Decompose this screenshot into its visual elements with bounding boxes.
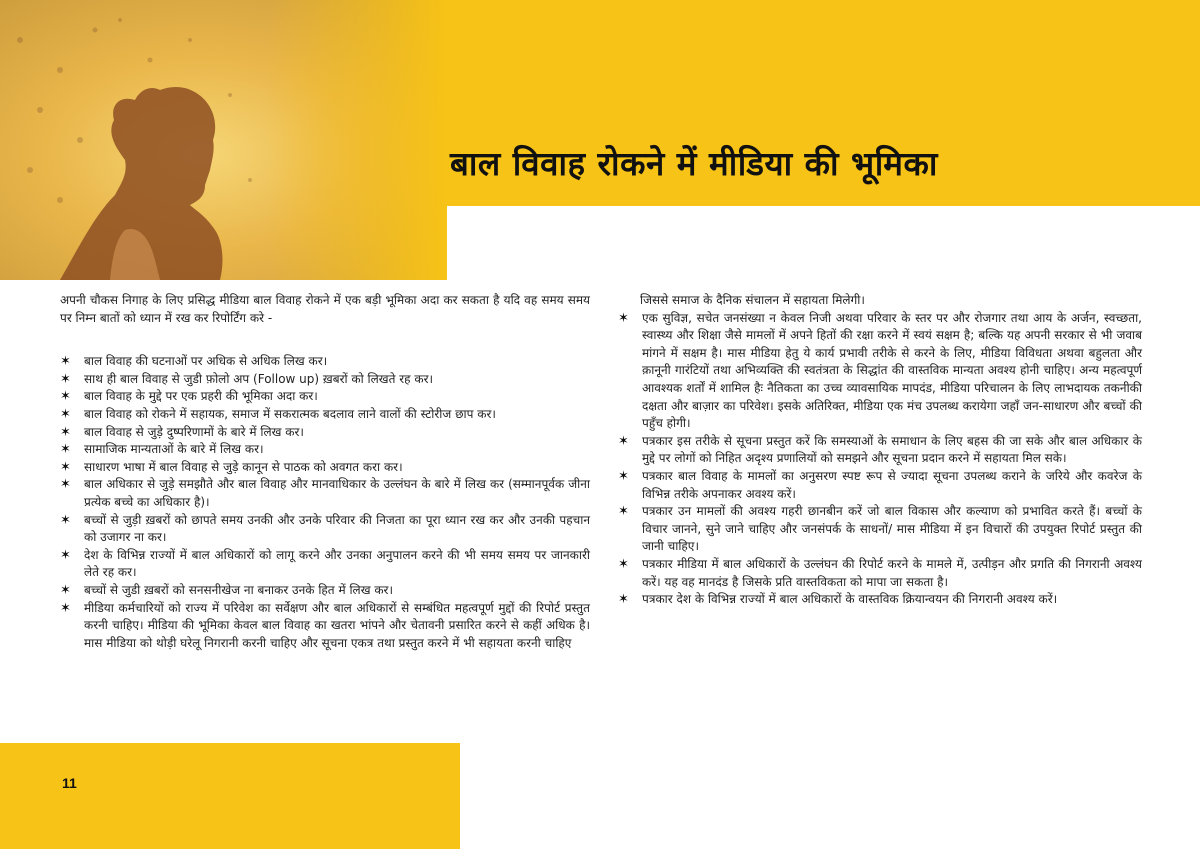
continuation-text: जिससे समाज के दैनिक संचालन में सहायता मिलेगी। (640, 293, 865, 307)
right-column (618, 292, 1142, 609)
left-column (60, 292, 590, 652)
star-bullet-icon: ✶ (60, 582, 71, 598)
list-item-text: मीडिया कर्मचारियों को राज्य में परिवेश का सर्वेक्षण और बाल अधिकारों से सम्बंधित महत्वपूर्ण मुद्दों की रिपोर्ट प्रस्तुत करनी चाहिए। मीडिया की भूमिका केवल बाल विवाह का खतरा भांपने और चेतावनी प्रसारित करने से कहीं अधिक है। मास मीडिया को थोड़ी घरेलू निगरानी करनी चाहिए और सूचना एकत्र तथा प्रस्तुत करने में भी सहायता करनी चाहिए (84, 600, 590, 650)
list-item (60, 424, 590, 442)
star-bullet-icon: ✶ (60, 389, 71, 405)
star-bullet-icon: ✶ (60, 406, 71, 422)
list-item-text: पत्रकार बाल विवाह के मामलों का अनुसरण स्पष्ट रूप से ज्यादा सूचना उपलब्ध कराने के जरिये और कवरेज के विभिन्न तरीके अपनाकर अवश्य करें। (642, 468, 1142, 501)
list-item (60, 512, 590, 547)
star-bullet-icon: ✶ (618, 433, 629, 449)
list-item (60, 441, 590, 459)
list-item-text: पत्रकार इस तरीके से सूचना प्रस्तुत करें कि समस्याओं के समाधान के लिए बहस की जा सके और बाल अधिकार के मुद्दे पर लोगों को निहित अदृश्य प्रणालियों को समझने और सूचना प्रदान करने में सहायता मिल सके। (642, 433, 1142, 466)
list-item-text: पत्रकार उन मामलों की अवश्य गहरी छानबीन करें जो बाल विकास और कल्याण को प्रभावित करते हैं। बच्चों के विचार जानने, सुने जाने चाहिए और जनसंपर्क के साधनों/ मास मीडिया में इन विचारों की उपयुक्त रिपोर्ट प्रस्तुत की जानी चाहिए। (642, 504, 1142, 554)
star-bullet-icon: ✶ (618, 504, 629, 520)
star-bullet-icon: ✶ (60, 459, 71, 475)
list-item-text: पत्रकार मीडिया में बाल अधिकारों के उल्लंघन की रिपोर्ट करने के मामले में, उत्पीड़न और प्रगति की निगरानी अवश्य करें। यह वह मानदंड है जिसके प्रति वास्तविकता को मापा जा सकता है। (642, 556, 1142, 589)
star-bullet-icon: ✶ (60, 547, 71, 563)
page-title: बाल विवाह रोकने में मीडिया की भूमिका (450, 144, 938, 183)
list-item-text: बाल विवाह को रोकने में सहायक, समाज में सकरात्मक बदलाव लाने वालों की स्टोरीज छाप कर। (84, 406, 496, 421)
footer-band (0, 743, 460, 849)
list-item (618, 310, 1142, 433)
list-item-text: साधारण भाषा में बाल विवाह से जुड़े कानून से पाठक को अवगत करा कर। (84, 459, 403, 474)
list-item (60, 353, 590, 371)
list-item (60, 406, 590, 424)
star-bullet-icon: ✶ (60, 600, 71, 616)
list-item (618, 468, 1142, 503)
photo-fade (267, 0, 447, 280)
list-item (60, 547, 590, 582)
right-bullet-list (618, 310, 1142, 609)
star-bullet-icon: ✶ (60, 512, 71, 528)
list-item (60, 582, 590, 600)
list-item-text: एक सुविज्ञ, सचेत जनसंख्या न केवल निजी अथवा परिवार के स्तर पर और रोजगार तथा आय के अर्जन, स्वच्छता, स्वास्थ्य और शिक्षा जैसे मामलों में अपने हितों की रक्षा करने में स्वयं सक्षम है; बल्कि यह अपनी सरकार से भी जवाब मांगने में सक्षम है। मास मीडिया हेतु ये कार्य प्रभावी तरीके से करने के लिए, मीडिया विविधता अथवा बहुलता और क़ानूनी गारंटियों तथा अभिव्यक्ति की स्वतंत्रता के सिद्धांत की वास्तविक मान्यता अवश्य होनी चाहिए। अन्य महत्वपूर्ण आवश्यक शर्तों में शामिल हैः नैतिकता का उच्च व्यावसायिक मापदंड, मीडिया परिचालन के लिए लाभदायक तकनीकी दक्षता और बाज़ार का परिवेश। इसके अतिरिक्त, मीडिया एक मंच उपलब्ध करायेगा जहाँ जन-साधारण और बच्चों की पहुँच होगी। (642, 310, 1142, 431)
list-item-text: सामाजिक मान्यताओं के बारे में लिख कर। (84, 442, 264, 457)
list-item-text: बच्चों से जुड़ी ख़बरों को छापते समय उनकी और उनके परिवार की निजता का पूरा ध्यान रख कर और उनकी पहचान को उजागर ना कर। (84, 512, 590, 545)
list-item (618, 556, 1142, 591)
page-number: 11 (62, 775, 77, 791)
star-bullet-icon: ✶ (60, 442, 71, 458)
list-item-text: बच्चों से जुडी ख़बरों को सनसनीखेज ना बनाकर उनके हित में लिख कर। (84, 582, 393, 597)
list-item-text: पत्रकार देश के विभिन्न राज्यों में बाल अधिकारों के वास्तविक क्रियान्वयन की निगरानी अवश्य करें। (642, 592, 1058, 607)
list-item-text: देश के विभिन्न राज्यों में बाल अधिकारों को लागू करने और उनका अनुपालन करने की भी समय समय पर जानकारी लेते रह कर। (84, 547, 590, 580)
list-item-text: बाल विवाह से जुड़े दुष्परिणामों के बारे में लिख कर। (84, 424, 304, 439)
list-item-text: बाल अधिकार से जुड़े समझौते और बाल विवाह और मानवाधिकार के उल्लंघन के बारे में लिख कर (सम्मानपूर्वक जीना प्रत्येक बच्चे का अधिकार है)। (84, 477, 590, 509)
list-item-text: बाल विवाह के मुद्दे पर एक प्रहरी की भूमिका अदा कर। (84, 389, 318, 404)
star-bullet-icon: ✶ (618, 468, 629, 484)
left-bullet-list (60, 353, 590, 652)
star-bullet-icon: ✶ (618, 556, 629, 572)
star-bullet-icon: ✶ (60, 477, 71, 493)
list-item (60, 388, 590, 406)
list-item (618, 591, 1142, 609)
list-item (60, 476, 590, 511)
intro-paragraph: अपनी चौकस निगाह के लिए प्रसिद्ध मीडिया बाल विवाह रोकने में एक बड़ी भूमिका अदा कर सकता है यदि वह समय समय पर निम्न बातों को ध्यान में रख कर रिपोर्टिंग करे - (60, 293, 590, 325)
list-item (60, 600, 590, 653)
star-bullet-icon: ✶ (60, 371, 71, 387)
list-item (60, 459, 590, 477)
list-item-text: साथ ही बाल विवाह से जुडी फ़ोलो अप (Follow up) ख़बरों को लिखते रह कर। (84, 371, 434, 386)
star-bullet-icon: ✶ (60, 354, 71, 370)
star-bullet-icon: ✶ (60, 424, 71, 440)
list-item (618, 433, 1142, 468)
header-photo-silhouette (0, 0, 447, 280)
list-item (60, 371, 590, 389)
star-bullet-icon: ✶ (618, 310, 629, 326)
list-item-text: बाल विवाह की घटनाओं पर अधिक से अधिक लिख कर। (84, 354, 328, 369)
star-bullet-icon: ✶ (618, 592, 629, 608)
list-item (618, 503, 1142, 556)
